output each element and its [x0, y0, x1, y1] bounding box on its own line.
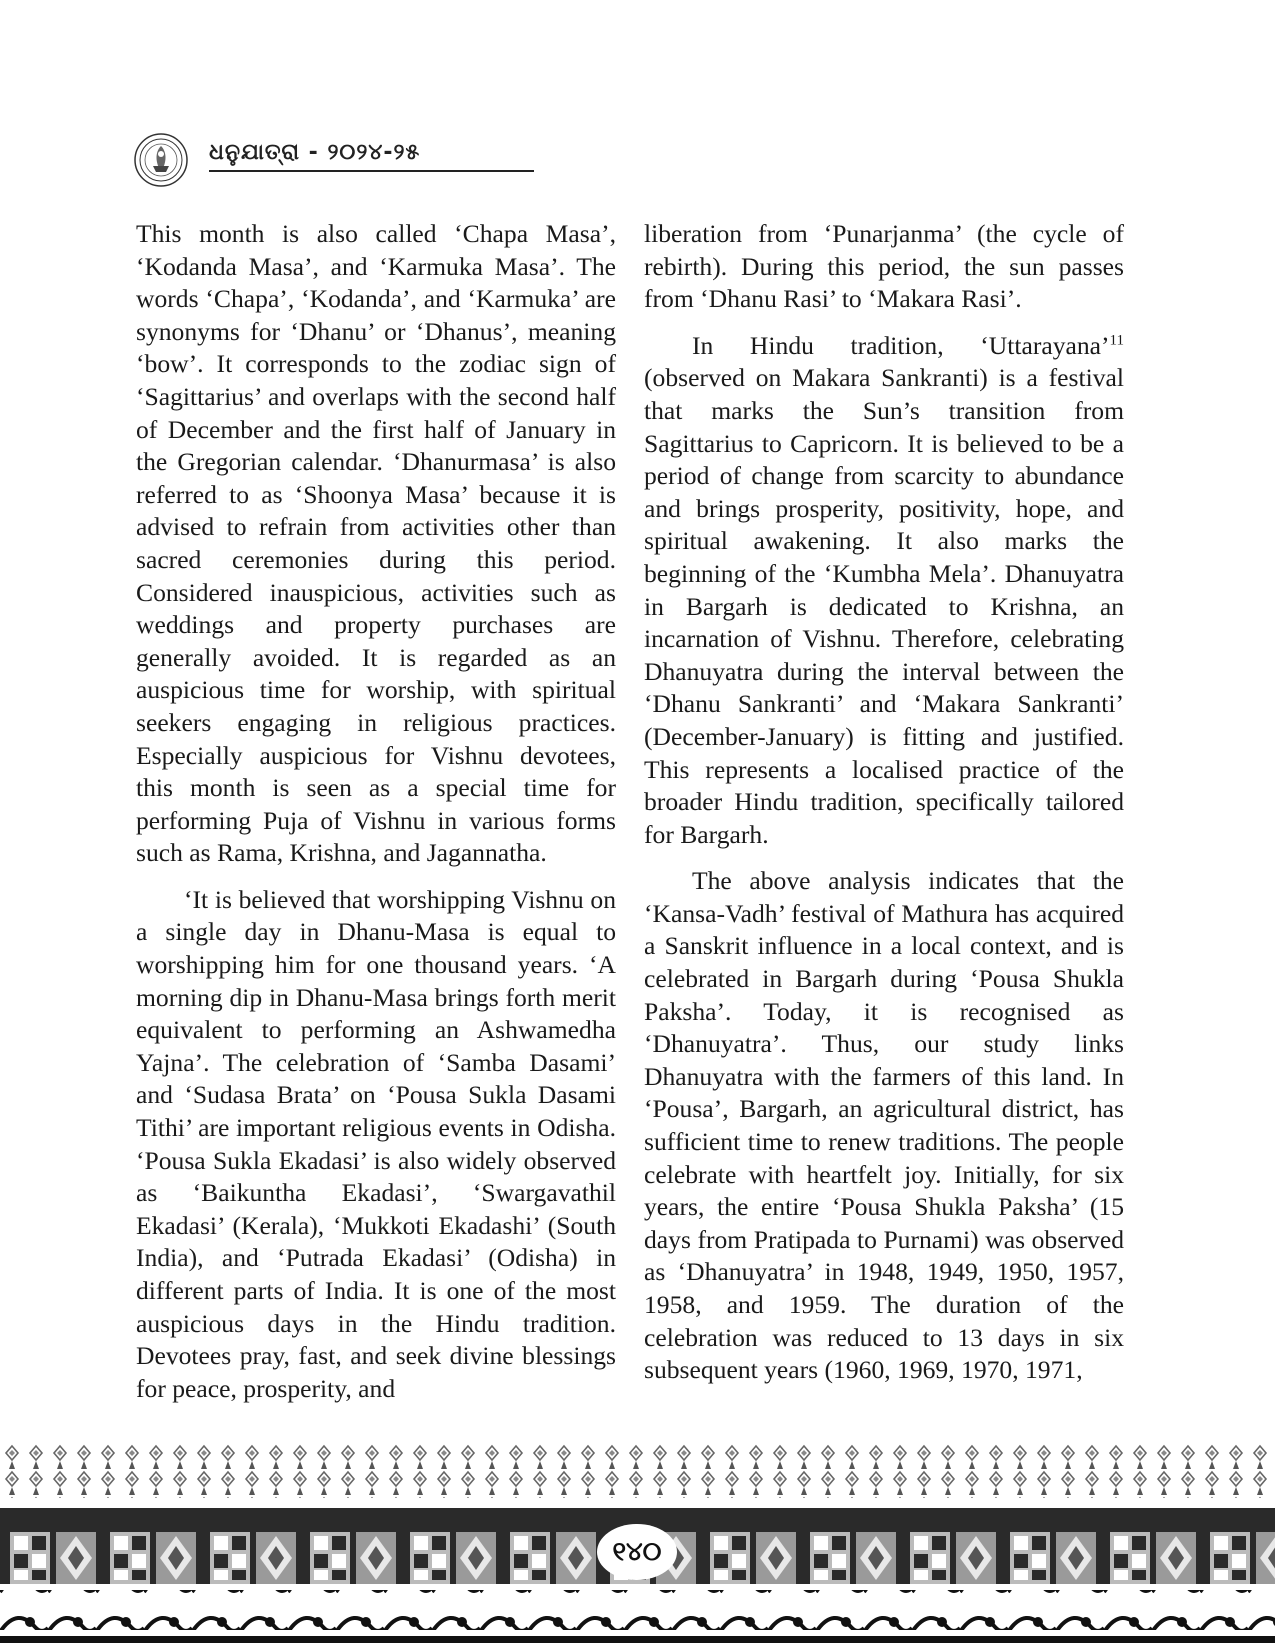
header-title: ଧନୁଯାତ୍ରା - ୨୦୨୪-୨୫ [209, 140, 421, 165]
right-paragraph-2 [644, 330, 1124, 852]
university-seal-icon [133, 132, 189, 188]
footnote-marker: 11 [1109, 332, 1124, 349]
right-column [644, 218, 1124, 1401]
page-number: ୧୪୦ [612, 1537, 662, 1567]
right-paragraph-2-rest: (observed on Makara Sankranti) is a festival that marks the Sun’s transition from Sagittarius to Capricorn. It is believed to be a period of change from scarcity to abundance and brings prosperity, positivity, hope, and spiritual awakening. It also marks the beginning of the ‘Kumbha Mela’. Dhanuyatra in Bargarh is dedicated to Krishna, an incarnation of Vishnu. Therefore, celebrating Dhanuyatra during the interval between the ‘Dhanu Sankranti’ and ‘Makara Sankranti’ (December-January) is fitting and justified. This represents a localised practice of the broader Hindu tradition, specifically tailored for Bargarh. [644, 363, 1124, 849]
right-paragraph-3: The above analysis indicates that the ‘Kansa-Vadh’ festival of Mathura has acquired a Sanskrit influence in a local context, and is celebrated in Bargarh during ‘Pousa Shukla Paksha’. Today, it is recognised as ‘Dhanuyatra’. Thus, our study links Dhanuyatra with the farmers of this land. In ‘Pousa’, Bargarh, an agricultural district, has sufficient time to renew traditions. The people celebrate with heartfelt joy. Initially, for six years, the entire ‘Pousa Shukla Paksha’ (15 days from Pratipada to Purnami) was observed as ‘Dhanuyatra’ in 1948, 1949, 1950, 1957, 1958, and 1959. The duration of the celebration was reduced to 13 days in six subsequent years (1960, 1969, 1970, 1971, [644, 866, 1124, 1385]
left-paragraph-1: This month is also called ‘Chapa Masa’, ‘Kodanda Masa’, and ‘Karmuka Masa’. The words ‘Chapa’, ‘Kodanda’, and ‘Karmuka’ are synonyms for ‘Dhanu’ or ‘Dhanus’, meaning ‘bow’. It corresponds to the zodiac sign of ‘Sagittarius’ and overlaps with the second half of December and the first half of January in the Gregorian calendar. ‘Dhanurmasa’ is also referred to as ‘Shoonya Masa’ because it is advised to refrain from activities other than sacred ceremonies during this period. Considered inauspicious, activities such as weddings and property purchases are generally avoided. It is regarded as an auspicious time for worship, with spiritual seekers engaging in religious practices. Especially auspicious for Vishnu devotees, this month is seen as a special time for performing Puja of Vishnu in various forms such as Rama, Krishna, and Jagannatha. [136, 219, 616, 868]
header-underline [209, 170, 534, 172]
right-paragraph-2-start: In Hindu tradition, ‘Uttarayana’ [692, 330, 1110, 360]
left-column [136, 218, 616, 1419]
right-paragraph-1: liberation from ‘Punarjanma’ (the cycle of rebirth). During this period, the sun passes from ‘Dhanu Rasi’ to ‘Makara Rasi’. [644, 219, 1124, 314]
left-paragraph-2: ‘It is believed that worshipping Vishnu on a single day in Dhanu-Masa is equal to worshipping him for one thousand years. ‘A morning dip in Dhanu-Masa brings forth merit equivalent to performing an Ashwamedha Yajna’. The celebration of ‘Samba Dasami’ and ‘Sudasa Brata’ on ‘Pousa Sukla Dasami Tithi’ are important religious events in Odisha. ‘Pousa Sukla Ekadasi’ is also widely observed as ‘Baikuntha Ekadasi’, ‘Swargavathil Ekadasi’ (Kerala), ‘Mukkoti Ekadashi’ (South India), and ‘Putrada Ekadasi’ (Odisha) in different parts of India. It is one of the most auspicious days in the Hindu tradition. Devotees pray, fast, and seek divine blessings for peace, prosperity, and [136, 884, 616, 1403]
page-footer [0, 1444, 1275, 1650]
